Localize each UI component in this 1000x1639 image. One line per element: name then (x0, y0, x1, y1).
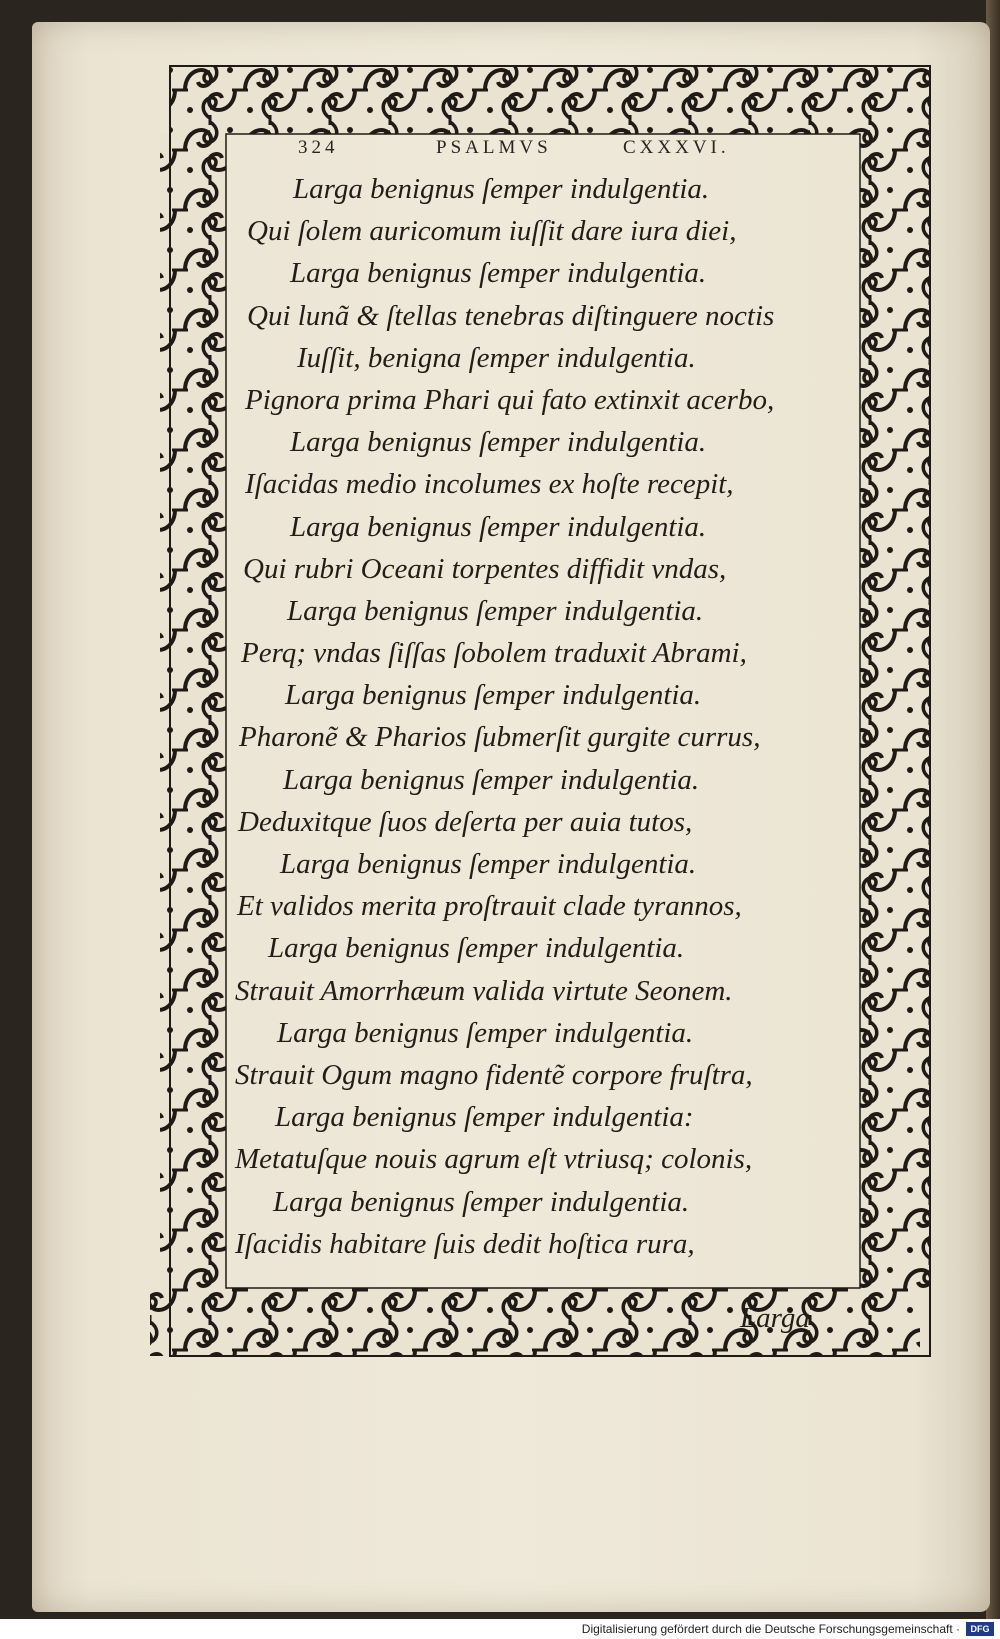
footer-credit: Digitalisierung gefördert durch die Deutsche Forschungsgemeinschaft · (581, 1622, 960, 1636)
verse-line: Larga benignus ſemper indulgentia. (285, 679, 702, 712)
verse-line: Iſacidas medio incolumes ex hoſte recepit, (245, 468, 734, 501)
verse-line: Qui lunã & ſtellas tenebras diſtinguere noctis (247, 299, 775, 332)
verse-line: Strauit Amorrhæum valida virtute Seonem. (235, 974, 733, 1007)
verse-line: Iſacidis habitare ſuis dedit hoſtica rura, (235, 1227, 695, 1260)
verse-line: Larga benignus ſemper indulgentia. (290, 257, 707, 290)
verse-line: Larga benignus ſemper indulgentia. (293, 173, 710, 205)
verse-line: Larga benignus ſemper indulgentia: (275, 1101, 694, 1134)
running-title: PSALMVS (436, 137, 552, 158)
verse-line: Larga benignus ſemper indulgentia. (287, 594, 704, 627)
verse-line: Iuſſit, benigna ſemper indulgentia. (297, 341, 696, 374)
verse-line: Larga benignus ſemper indulgentia. (283, 763, 700, 796)
verse-line: Larga benignus ſemper indulgentia. (277, 1016, 694, 1049)
verse-line: Pignora prima Phari qui fato extinxit acerbo, (245, 383, 775, 416)
verse-line: Perq; vndas ſiſſas ſobolem traduxit Abrami, (241, 637, 747, 670)
verse-line: Larga benignus ſemper indulgentia. (290, 510, 707, 543)
verse-line: Qui rubri Oceani torpentes diffidit vndas, (243, 552, 727, 585)
digitization-footer (0, 1619, 1000, 1639)
catchword: Larga (740, 1302, 810, 1334)
verse-line: Larga benignus ſemper indulgentia. (280, 848, 697, 880)
verse-line: Larga benignus ſemper indulgentia. (268, 932, 685, 965)
verse-line: Et validos merita proſtrauit clade tyrannos, (237, 890, 742, 923)
verse-line: Deduxitque ſuos deſerta per auia tutos, (238, 805, 693, 838)
dfg-logo-icon: DFG (966, 1622, 994, 1636)
verse-line: Qui ſolem auricomum iuſſit dare iura diei, (247, 215, 737, 248)
verse-line: Strauit Ogum magno fidentẽ corpore fruſtra, (235, 1058, 753, 1091)
verse-line: Pharonẽ & Pharios ſubmerſit gurgite currus, (239, 721, 761, 754)
verse-line: Metatuſque nouis agrum eſt vtriusq; colonis, (235, 1143, 753, 1176)
page-number: 324 (298, 137, 339, 158)
verse-line: Larga benignus ſemper indulgentia. (290, 426, 707, 459)
verse-line: Larga benignus ſemper indulgentia. (273, 1185, 690, 1218)
psalm-number: CXXXVI. (623, 137, 730, 158)
psalm-text (235, 168, 875, 1265)
